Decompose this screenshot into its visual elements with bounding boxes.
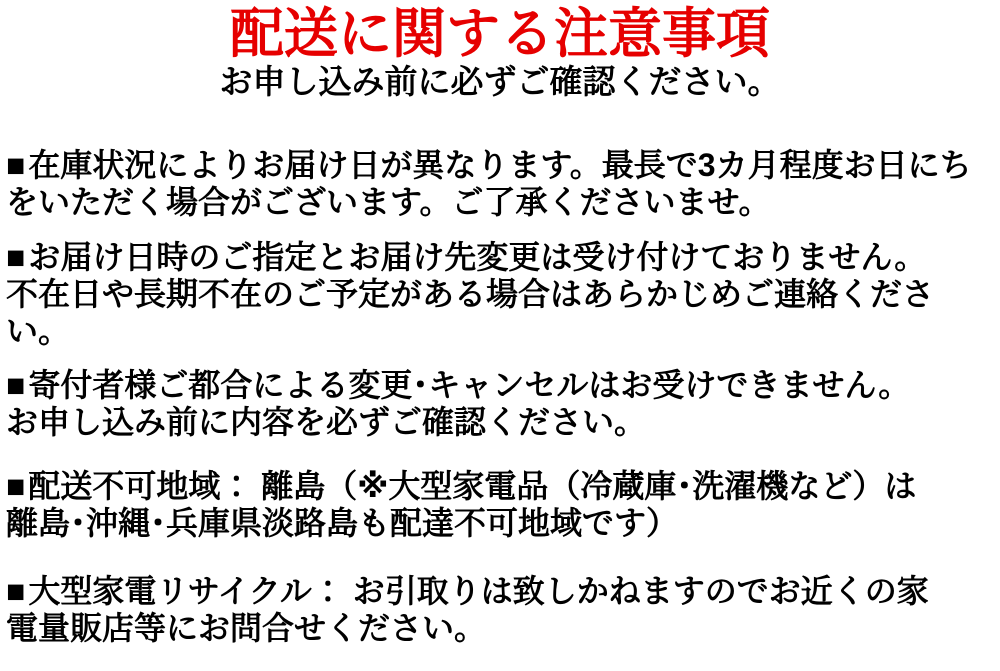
page-subtitle: お申し込み前に必ずご確認ください。	[219, 63, 781, 100]
notice-list	[0, 147, 1000, 647]
notice-line	[6, 367, 994, 404]
notice-line	[6, 239, 994, 276]
notice-text: 大型家電リサイクル： お引取りは致しかねますのでお近くの家	[28, 573, 929, 609]
page-title: 配送に関する注意事項	[230, 4, 770, 64]
notice-no-cancellation	[6, 367, 994, 441]
notice-text: 寄付者様ご都合による変更･キャンセルはお受けできません。	[28, 367, 911, 403]
notice-text: お届け日時のご指定とお届け先変更は受け付けておりません。	[28, 239, 927, 275]
notice-line: をいただく場合がございます。ご了承くださいませ。	[6, 184, 771, 220]
notice-no-date-change	[6, 239, 994, 350]
notice-appliance-recycling	[6, 573, 994, 647]
notice-line: 電量販店等にお問合せください。	[6, 610, 487, 646]
notice-line: 離島･沖縄･兵庫県淡路島も配達不可地域です）	[6, 505, 679, 541]
bullet-square-icon: ■	[6, 468, 26, 504]
notice-line	[6, 468, 994, 505]
bullet-square-icon: ■	[6, 367, 26, 403]
bullet-square-icon: ■	[6, 239, 26, 275]
bullet-square-icon: ■	[6, 573, 26, 609]
notice-line: お申し込み前に内容を必ずご確認ください。	[6, 404, 647, 440]
bullet-square-icon: ■	[6, 147, 26, 183]
notice-delivery-date	[6, 147, 994, 221]
notice-text: 在庫状況によりお届け日が異なります。最長で3カ月程度お日にち	[28, 147, 972, 183]
notice-undeliverable-areas	[6, 468, 994, 542]
notice-line: 不在日や長期不在のご予定がある場合はあらかじめご連絡くださ	[6, 276, 935, 312]
notice-line	[6, 147, 994, 184]
delivery-notice-page	[0, 5, 1000, 671]
notice-line	[6, 573, 994, 610]
notice-text: 配送不可地域： 離島（※大型家電品（冷蔵庫･洗濯機など）は	[28, 468, 917, 504]
notice-line: い。	[6, 313, 71, 349]
